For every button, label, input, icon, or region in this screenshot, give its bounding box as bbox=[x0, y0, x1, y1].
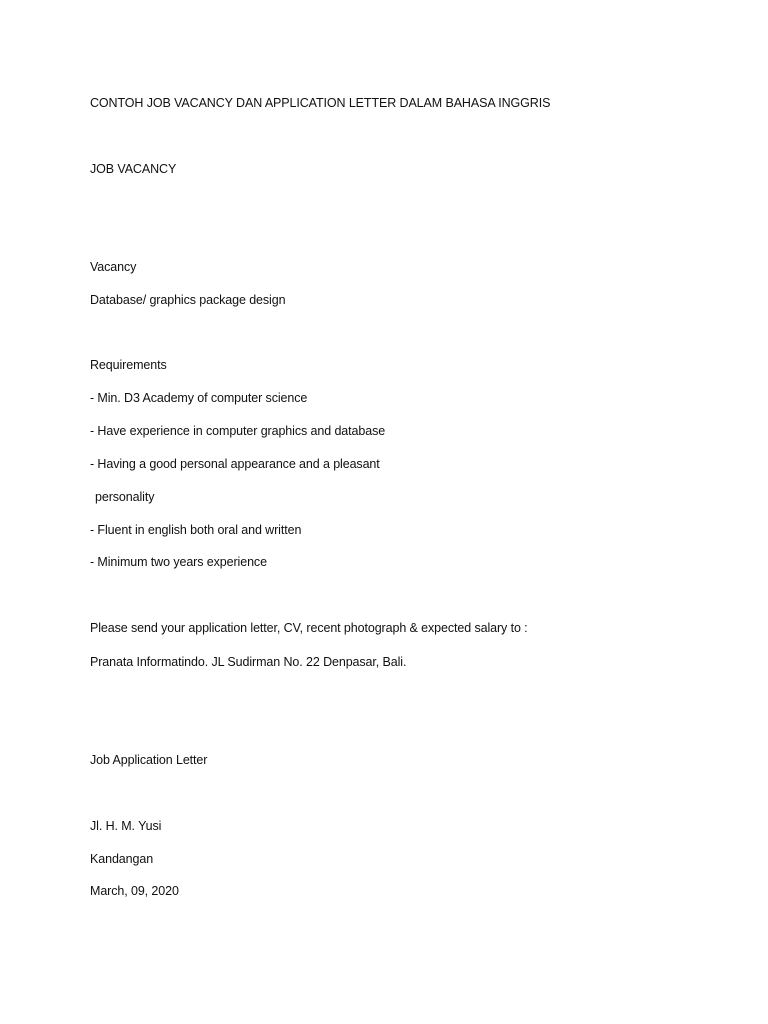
letter-heading: Job Application Letter bbox=[90, 753, 208, 767]
requirement-item: - Have experience in computer graphics and database bbox=[90, 424, 386, 438]
vacancy-label: Vacancy bbox=[90, 260, 137, 274]
requirement-item: - Fluent in english both oral and written bbox=[90, 523, 302, 537]
send-instruction: Please send your application letter, CV, recent photograph & expected salary to : bbox=[90, 621, 528, 635]
company-address: Pranata Informatindo. JL Sudirman No. 22 Denpasar, Bali. bbox=[90, 655, 407, 669]
requirement-item-continuation: personality bbox=[95, 490, 155, 504]
requirement-item: - Minimum two years experience bbox=[90, 555, 267, 569]
requirements-label: Requirements bbox=[90, 358, 167, 372]
vacancy-position: Database/ graphics package design bbox=[90, 293, 286, 307]
document-title: CONTOH JOB VACANCY DAN APPLICATION LETTER DALAM BAHASA INGGRIS bbox=[90, 96, 551, 110]
sender-city: Kandangan bbox=[90, 852, 154, 866]
requirement-item: - Min. D3 Academy of computer science bbox=[90, 391, 308, 405]
letter-date: March, 09, 2020 bbox=[90, 884, 179, 898]
sender-street: Jl. H. M. Yusi bbox=[90, 819, 162, 833]
requirement-item: - Having a good personal appearance and a pleasant bbox=[90, 457, 380, 471]
section-heading: JOB VACANCY bbox=[90, 162, 177, 176]
